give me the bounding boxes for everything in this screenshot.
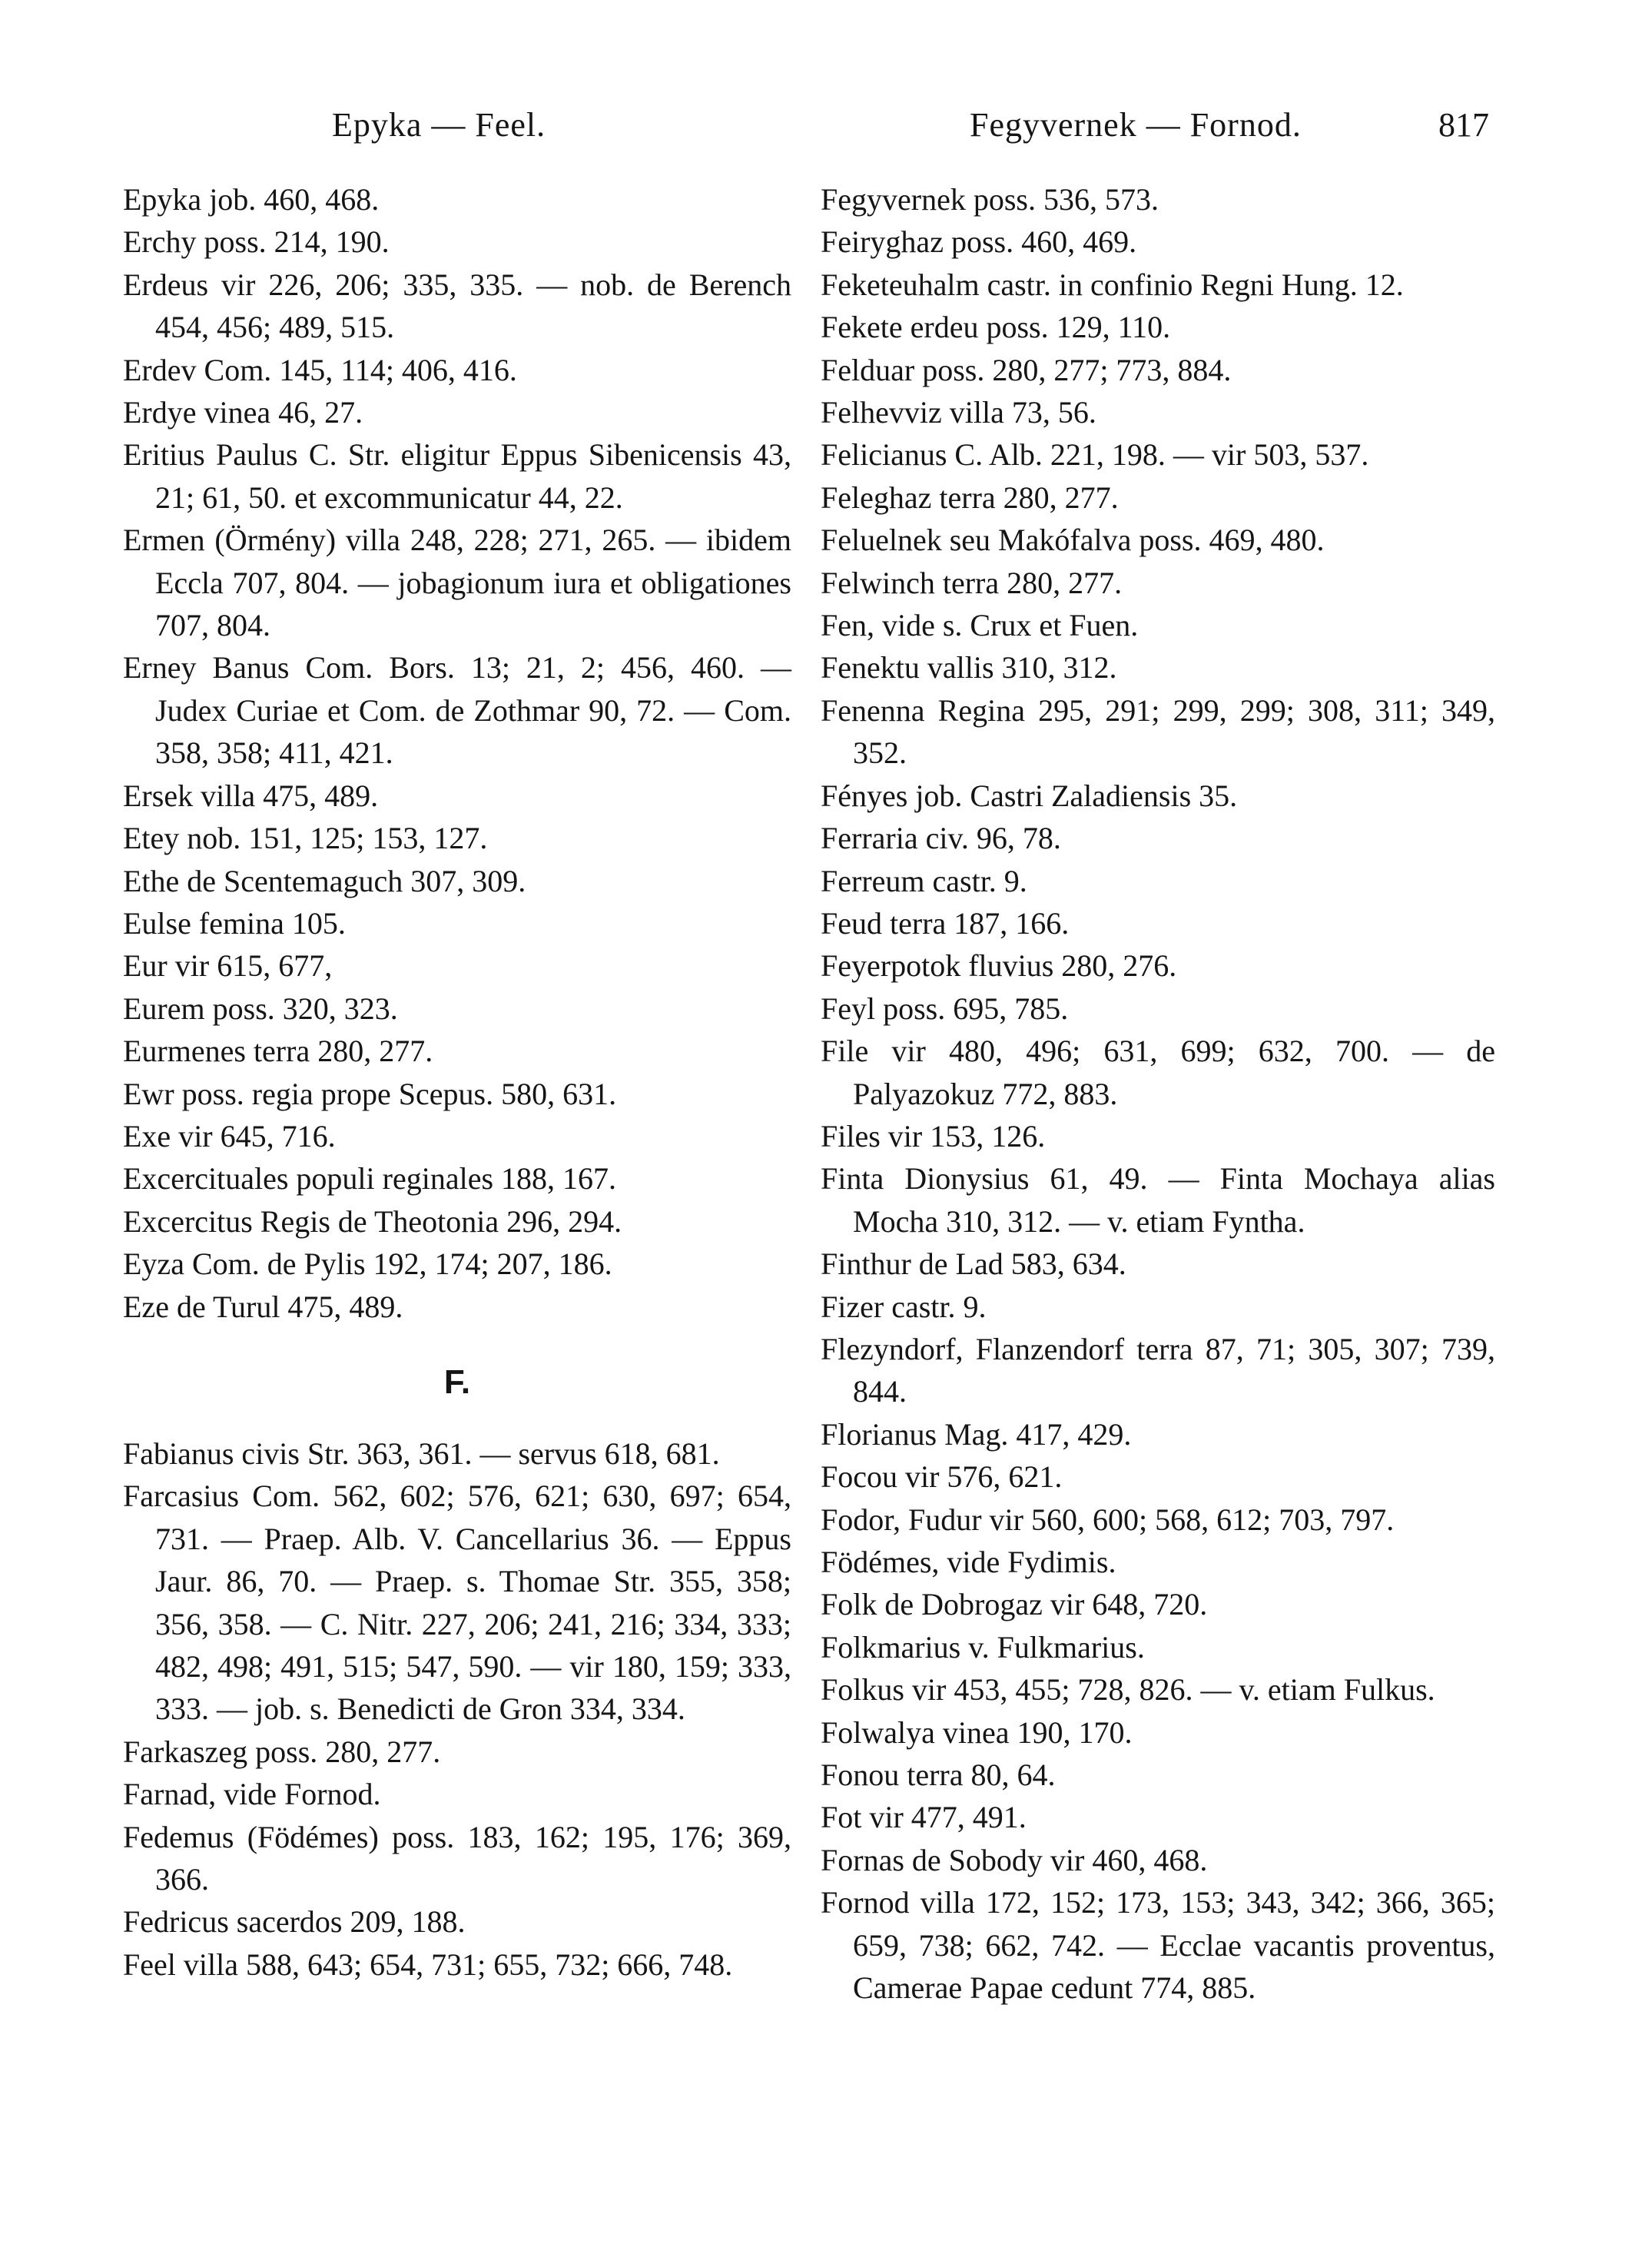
index-entry: Excercituales populi reginales 188, 167. [123, 1161, 617, 1197]
index-entry: Fonou terra 80, 64. [821, 1758, 1056, 1793]
index-entry: Folkmarius v. Fulkmarius. [821, 1629, 1145, 1665]
index-entry: Fenenna Regina 295, 291; 299, 299; 308, 311; 349, 352. [821, 692, 1495, 771]
index-entry: Feiryghaz poss. 460, 469. [821, 224, 1137, 260]
index-entry: Ewr poss. regia prope Scepus. 580, 631. [123, 1076, 617, 1111]
index-entry: Fedricus sacerdos 209, 188. [123, 1904, 466, 1940]
index-entry: Eur vir 615, 677, [123, 948, 333, 984]
index-entry: Eritius Paulus C. Str. eligitur Eppus Sibenicensis 43, 21; 61, 50. et excommunicatur 44, 22. [123, 437, 791, 515]
index-entry: Eze de Turul 475, 489. [123, 1289, 403, 1324]
index-entry: Fenektu vallis 310, 312. [821, 650, 1117, 685]
index-entry: Fot vir 477, 491. [821, 1800, 1027, 1835]
index-entry: Felduar poss. 280, 277; 773, 884. [821, 352, 1232, 387]
index-entry: Felwinch terra 280, 277. [821, 565, 1123, 600]
index-entry: Folwalya vinea 190, 170. [821, 1714, 1133, 1750]
index-entry: Erchy poss. 214, 190. [123, 224, 390, 260]
index-entry: Fekete erdeu poss. 129, 110. [821, 310, 1171, 345]
index-entry: Felicianus C. Alb. 221, 198. — vir 503, 537. [821, 437, 1369, 473]
entries-f-continued [821, 178, 1495, 2009]
index-column-right [821, 178, 1495, 2009]
index-entry: Fodor, Fudur vir 560, 600; 568, 612; 703, 797. [821, 1502, 1395, 1537]
index-entry: Fornod villa 172, 152; 173, 153; 343, 342; 366, 365; 659, 738; 662, 742. — Ecclae vacantis proventus, Camerae Papae cedunt 774, 885. [821, 1885, 1495, 2006]
entries-e-section [123, 178, 791, 1328]
index-entry: Feleghaz terra 280, 277. [821, 480, 1119, 515]
index-entry: Eulse femina 105. [123, 905, 346, 941]
index-entry: Folk de Dobrogaz vir 648, 720. [821, 1587, 1208, 1622]
index-entry: Etey nob. 151, 125; 153, 127. [123, 821, 488, 856]
index-entry: Ferreum castr. 9. [821, 863, 1027, 898]
index-entry: Feyerpotok fluvius 280, 276. [821, 948, 1177, 984]
index-entry: Farnad, vide Fornod. [123, 1777, 381, 1812]
index-entry: Erdev Com. 145, 114; 406, 416. [123, 352, 517, 387]
index-entry: Eurem poss. 320, 323. [123, 991, 398, 1026]
index-entry: Farkaszeg poss. 280, 277. [123, 1734, 441, 1769]
index-entry: Ermen (Örmény) villa 248, 228; 271, 265. — ibidem Eccla 707, 804. — jobagionum iura et obligationes 707, 804. [123, 523, 791, 643]
index-entry: Fen, vide s. Crux et Fuen. [821, 608, 1139, 643]
index-entry: Epyka job. 460, 468. [123, 182, 380, 217]
index-entry: Feyl poss. 695, 785. [821, 991, 1069, 1026]
index-entry: Ersek villa 475, 489. [123, 778, 379, 813]
index-entry: Feel villa 588, 643; 654, 731; 655, 732; 666, 748. [123, 1947, 733, 1982]
index-entry: Excercitus Regis de Theotonia 296, 294. [123, 1203, 622, 1239]
index-entry: Fegyvernek poss. 536, 573. [821, 182, 1159, 217]
index-entry: Feud terra 187, 166. [821, 905, 1070, 941]
index-entry: Erdye vinea 46, 27. [123, 395, 363, 430]
index-entry: Fornas de Sobody vir 460, 468. [821, 1842, 1208, 1877]
index-entry: Finta Dionysius 61, 49. — Finta Mochaya alias Mocha 310, 312. — v. etiam Fyntha. [821, 1161, 1495, 1239]
index-entry: Fabianus civis Str. 363, 361. — servus 618, 681. [123, 1436, 720, 1471]
index-entry: Felhevviz villa 73, 56. [821, 395, 1096, 430]
index-entry: Folkus vir 453, 455; 728, 826. — v. etiam Fulkus. [821, 1672, 1435, 1708]
index-entry: Feketeuhalm castr. in confinio Regni Hung. 12. [821, 267, 1404, 302]
section-letter-f: F. [443, 1363, 471, 1401]
index-column-left [123, 178, 791, 1986]
running-head-right: Fegyvernek — Fornod. [970, 106, 1302, 144]
index-entry: Ethe de Scentemaguch 307, 309. [123, 863, 526, 898]
index-entry: Födémes, vide Fydimis. [821, 1545, 1116, 1579]
index-entry: Eurmenes terra 280, 277. [123, 1034, 433, 1069]
index-entry: Erdeus vir 226, 206; 335, 335. — nob. de Berench 454, 456; 489, 515. [123, 267, 791, 345]
index-entry: File vir 480, 496; 631, 699; 632, 700. — de Palyazokuz 772, 883. [821, 1034, 1495, 1111]
index-entry: Fizer castr. 9. [821, 1289, 987, 1324]
index-entry: Finthur de Lad 583, 634. [821, 1246, 1126, 1282]
index-entry: Feluelnek seu Makófalva poss. 469, 480. [821, 523, 1325, 558]
index-entry: Erney Banus Com. Bors. 13; 21, 2; 456, 460. — Judex Curiae et Com. de Zothmar 90, 72. — Com. 358, 358; 411, 421. [123, 650, 791, 771]
index-entry: Focou vir 576, 621. [821, 1459, 1063, 1495]
entries-f-section [123, 1432, 791, 1986]
index-entry: Files vir 153, 126. [821, 1118, 1046, 1153]
index-entry: Fedemus (Födémes) poss. 183, 162; 195, 176; 369, 366. [123, 1819, 791, 1897]
index-entry: Fényes job. Castri Zaladiensis 35. [821, 778, 1238, 813]
index-entry: Eyza Com. de Pylis 192, 174; 207, 186. [123, 1246, 612, 1282]
page-number: 817 [1438, 106, 1489, 144]
index-entry: Ferraria civ. 96, 78. [821, 821, 1061, 856]
running-head-left: Epyka — Feel. [332, 106, 546, 144]
index-entry: Exe vir 645, 716. [123, 1118, 336, 1153]
index-entry: Farcasius Com. 562, 602; 576, 621; 630, 697; 654, 731. — Praep. Alb. V. Cancellarius 36. — Eppus Jaur. 86, 70. — Praep. s. Thomae Str. 355, 358; 356, 358. — C. Nitr. 227, 206; 241, 216; 334, 333; 482, 498; 491, 515; 547, 590. — vir 180, 159; 333, 333. — job. s. Benedicti de Gron 334, 334. [123, 1479, 791, 1727]
index-entry: Flezyndorf, Flanzendorf terra 87, 71; 305, 307; 739, 844. [821, 1331, 1495, 1409]
index-entry: Florianus Mag. 417, 429. [821, 1416, 1132, 1452]
